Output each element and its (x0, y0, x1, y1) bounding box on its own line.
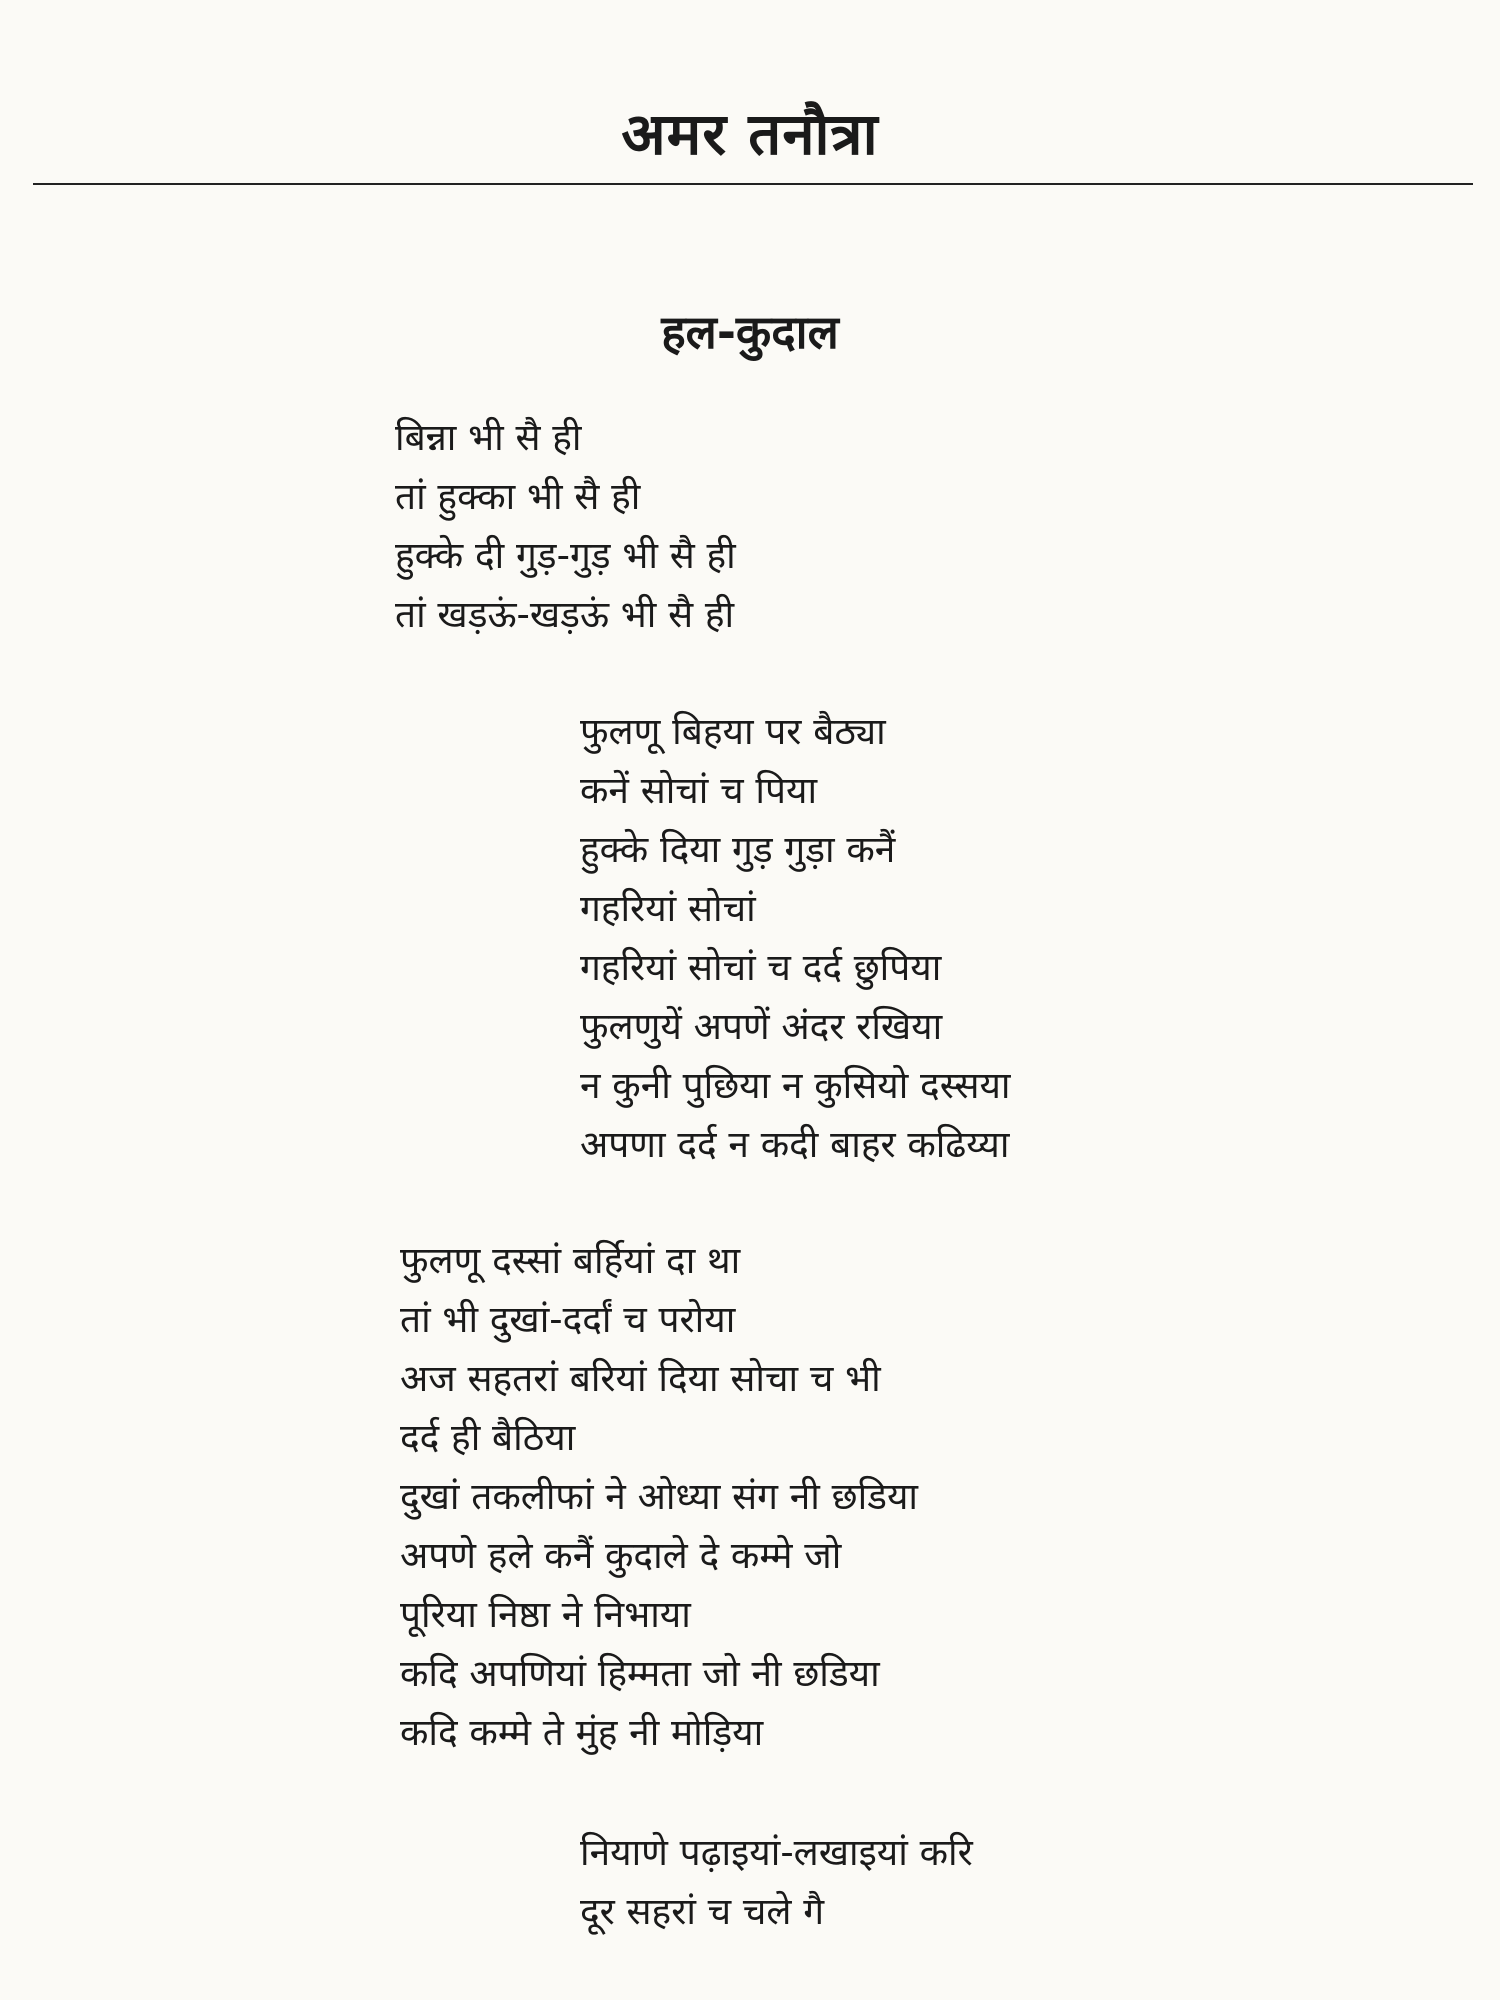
poem-line: तां खड़ऊं-खड़ऊं भी सै ही (395, 593, 735, 636)
stanza-3 (400, 1231, 918, 1762)
poem-line: नियाणे पढ़ाइयां-लखाइयां करि (580, 1831, 973, 1874)
poem-line: अज सहतरां बरियां दिया सोचा च भी (400, 1357, 881, 1400)
header-divider (33, 183, 1473, 185)
poem-line: दर्द ही बैठिया (400, 1416, 576, 1459)
author-name: अमर तनौत्रा (621, 100, 879, 168)
poem-line: हुक्के दिया गुड़ गुड़ा कनैं (580, 828, 896, 871)
poem-line: तां भी दुखां-दर्दां च परोया (400, 1298, 736, 1341)
stanza-4 (580, 1823, 973, 1941)
stanza-1 (395, 408, 736, 644)
poem-line: बिन्ना भी सै ही (395, 416, 582, 459)
stanza-2 (580, 702, 1011, 1174)
poem-line: पूरिया निष्ठा ने निभाया (400, 1593, 691, 1636)
poem-line: कदि कम्मे ते मुंह नी मोड़िया (400, 1711, 764, 1754)
poem-line: दूर सहरां च चले गै (580, 1890, 825, 1933)
poem-line: हुक्के दी गुड़-गुड़ भी सै ही (395, 534, 736, 577)
poem-line: फुलणू दस्सां बर्हियां दा था (400, 1239, 741, 1282)
poem-line: कनें सोचां च पिया (580, 769, 818, 812)
poem-line: दुखां तकलीफां ने ओध्या संग नी छडिया (400, 1475, 919, 1518)
poem-line: तां हुक्का भी सै ही (395, 475, 641, 518)
poem-line: गहरियां सोचां (580, 887, 756, 930)
poem-line: फुलणुयें अपणें अंदर रखिया (580, 1005, 943, 1048)
poem-line: फुलणू बिहया पर बैठ्या (580, 710, 886, 753)
poem-line: कदि अपणियां हिम्मता जो नी छडिया (400, 1652, 880, 1695)
poem-line: अपणे हले कनैं कुदाले दे कम्मे जो (400, 1534, 842, 1577)
poem-line: गहरियां सोचां च दर्द छुपिया (580, 946, 942, 989)
poem-title: हल-कुदाल (661, 305, 839, 359)
poem-line: अपणा दर्द न कदी बाहर कढिय्या (580, 1123, 1010, 1166)
poem-line: न कुनी पुछिया न कुसियो दस्सया (580, 1064, 1011, 1107)
